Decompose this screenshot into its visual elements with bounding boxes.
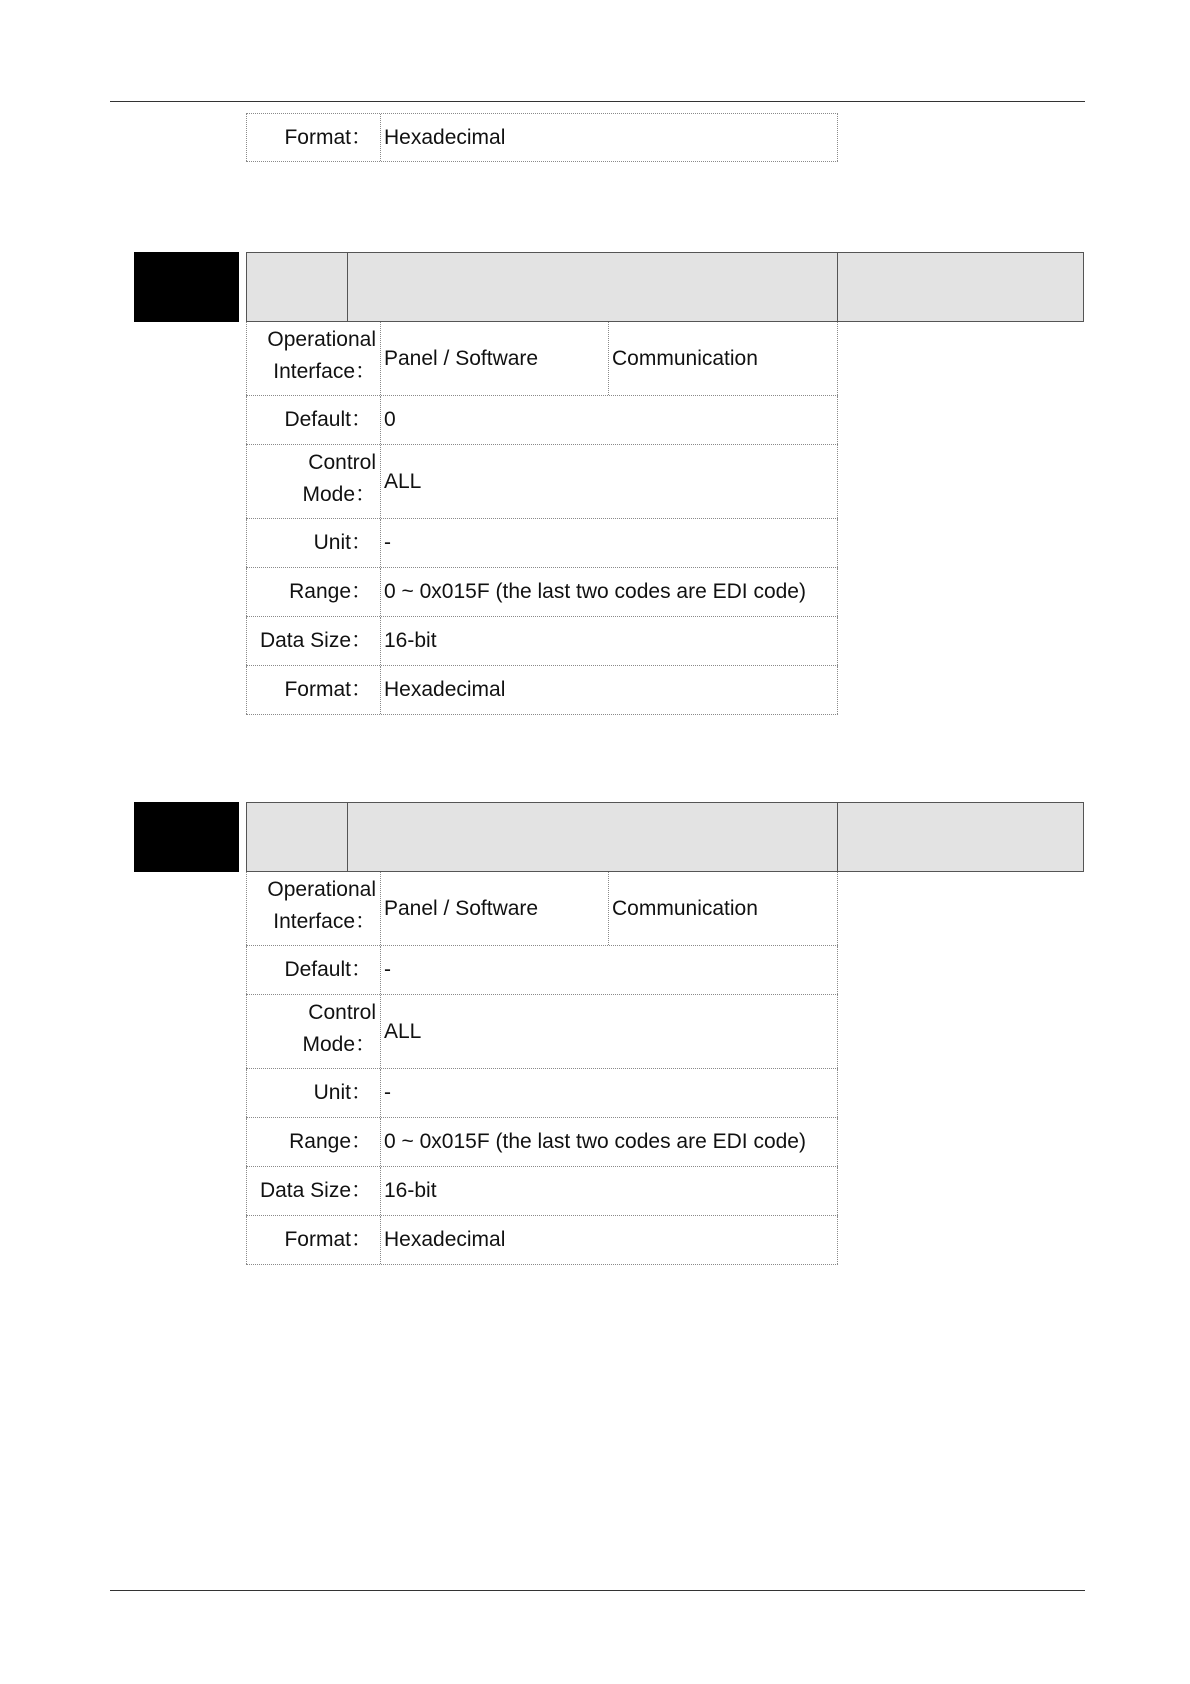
- default-label: Default：: [246, 946, 381, 994]
- header-divider: [347, 253, 348, 321]
- operational-interface-row: [246, 322, 838, 396]
- label-line: Mode：: [302, 483, 376, 506]
- unit-label: Unit：: [246, 1069, 381, 1117]
- range-row: [246, 1118, 838, 1167]
- default-label: Default：: [246, 396, 381, 444]
- operational-interface-label: [246, 322, 381, 395]
- label-line: Interface：: [273, 910, 376, 933]
- parameter-header: [246, 252, 1084, 322]
- label-line: Operational: [267, 878, 376, 901]
- label-line: Mode：: [302, 1033, 376, 1056]
- label-line: Interface：: [273, 360, 376, 383]
- operational-interface-value: [381, 872, 838, 945]
- format-row: [246, 113, 838, 162]
- data-size-label: Data Size：: [246, 617, 381, 665]
- unit-value: -: [381, 1069, 838, 1117]
- range-value: 0 ~ 0x015F (the last two codes are EDI code): [381, 568, 838, 616]
- unit-row: [246, 519, 838, 568]
- data-size-row: [246, 617, 838, 666]
- unit-row: [246, 1069, 838, 1118]
- parameter-table: [246, 322, 838, 715]
- format-label: Format：: [246, 666, 381, 714]
- unit-label: Unit：: [246, 519, 381, 567]
- unit-value: -: [381, 519, 838, 567]
- label-line: Control: [308, 1001, 376, 1024]
- data-size-label: Data Size：: [246, 1167, 381, 1215]
- top-fragment-table: [246, 113, 838, 162]
- format-label: Format：: [246, 114, 381, 161]
- data-size-value: 16-bit: [381, 1167, 838, 1215]
- parameter-code-tab: [134, 252, 239, 322]
- communication-cell: Communication: [612, 346, 758, 370]
- header-divider: [837, 803, 838, 871]
- range-label: Range：: [246, 568, 381, 616]
- range-label: Range：: [246, 1118, 381, 1166]
- format-value: Hexadecimal: [381, 666, 838, 714]
- header-rule: [110, 101, 1085, 102]
- control-mode-label: [246, 445, 381, 518]
- range-row: [246, 568, 838, 617]
- default-value: 0: [381, 396, 838, 444]
- communication-cell: Communication: [612, 896, 758, 920]
- parameter-code-tab: [134, 802, 239, 872]
- operational-interface-label: [246, 872, 381, 945]
- data-size-row: [246, 1167, 838, 1216]
- format-label: Format：: [246, 1216, 381, 1264]
- format-row: [246, 666, 838, 715]
- default-row: [246, 946, 838, 995]
- header-divider: [347, 803, 348, 871]
- format-row: [246, 1216, 838, 1265]
- parameter-header: [246, 802, 1084, 872]
- label-line: Control: [308, 451, 376, 474]
- control-mode-value: ALL: [381, 995, 838, 1068]
- control-mode-row: [246, 995, 838, 1069]
- format-value: Hexadecimal: [381, 114, 838, 161]
- footer-rule: [110, 1590, 1085, 1591]
- header-divider: [837, 253, 838, 321]
- control-mode-row: [246, 445, 838, 519]
- format-value: Hexadecimal: [381, 1216, 838, 1264]
- operational-interface-row: [246, 872, 838, 946]
- data-size-value: 16-bit: [381, 617, 838, 665]
- default-value: -: [381, 946, 838, 994]
- control-mode-label: [246, 995, 381, 1068]
- operational-interface-value: [381, 322, 838, 395]
- control-mode-value: ALL: [381, 445, 838, 518]
- panel-software-cell: Panel / Software: [381, 322, 609, 395]
- range-value: 0 ~ 0x015F (the last two codes are EDI code): [381, 1118, 838, 1166]
- default-row: [246, 396, 838, 445]
- panel-software-cell: Panel / Software: [381, 872, 609, 945]
- label-line: Operational: [267, 328, 376, 351]
- parameter-table: [246, 872, 838, 1265]
